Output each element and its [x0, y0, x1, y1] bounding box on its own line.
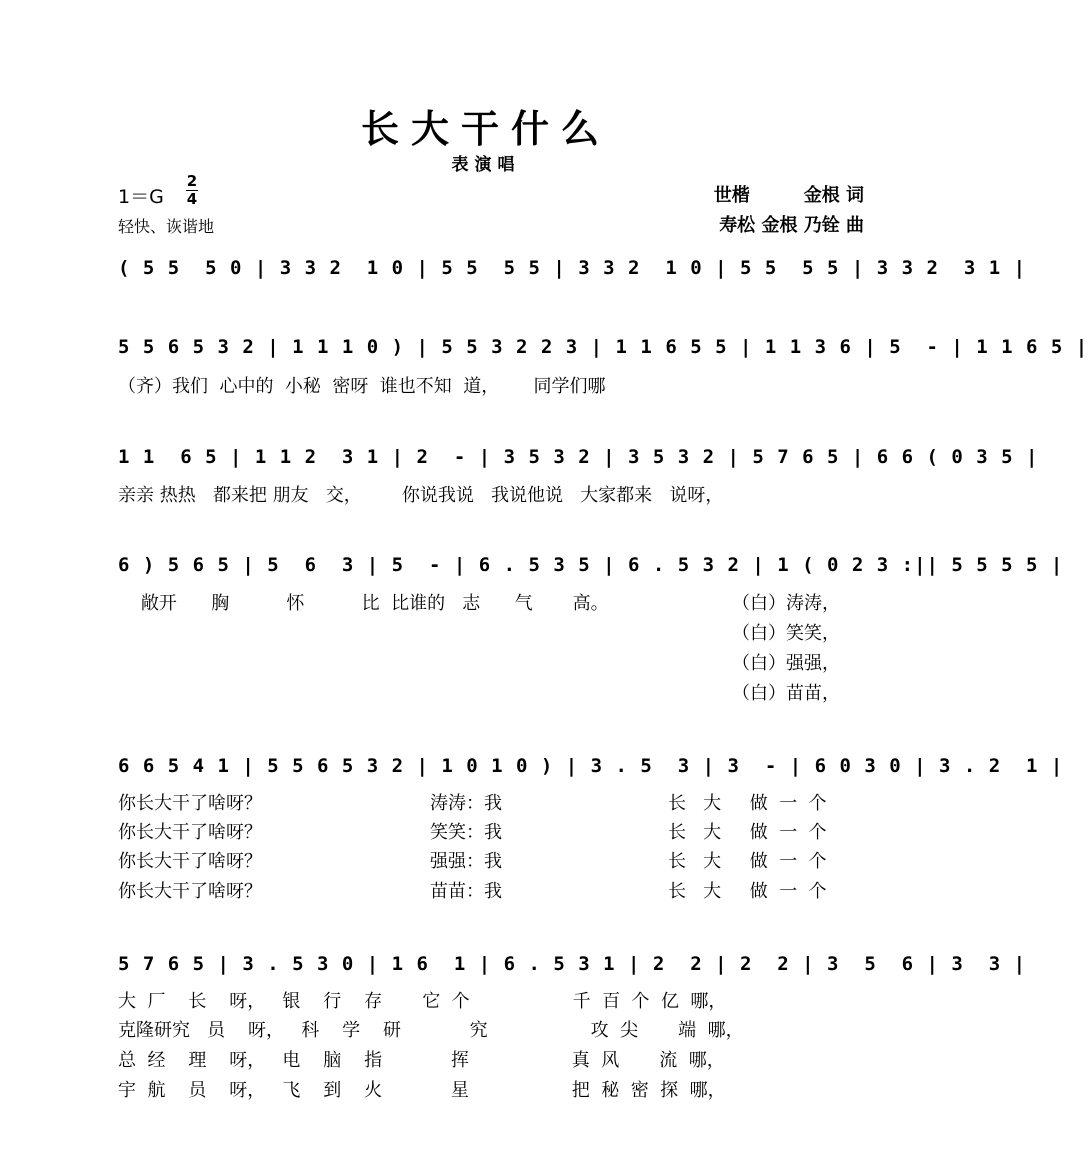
music-line-4: 6 ) 5 6 5 | 5 6 3 | 5 - | 6 . 5 3 5 | 6 . 5 3 2 | 1 ( 0 2 3 :|| 5 5 5 5 |: [118, 554, 1064, 576]
lyric-line-6-4: 宇 航 员 呀， 飞 到 火 星 把 秘 密 探 哪，: [118, 1080, 726, 1101]
lyric-line-5b-1: 涛涛：我: [430, 793, 502, 814]
spoken-line-4: （白）苗苗，: [732, 683, 840, 704]
lyric-line-5c-2: 长 大 做 一 个: [668, 822, 827, 843]
time-signature-bottom: 4: [186, 190, 198, 208]
lyric-line-5a-2: 你长大干了啥呀？: [118, 822, 262, 843]
song-subtitle: 表演唱: [451, 155, 521, 175]
lyric-line-2: （齐）我们 心中的 小秘 密呀 谁也不知 道， 同学们哪: [118, 376, 606, 397]
lyric-line-5b-3: 强强：我: [430, 851, 502, 872]
time-signature-top: 2: [186, 172, 198, 190]
lyric-line-5b-4: 苗苗：我: [430, 881, 502, 902]
lyric-line-4: 敞开 胸 怀 比 比谁的 志 气 高。: [118, 593, 609, 614]
music-line-2: 5 5 6 5 3 2 | 1 1 1 0 ) | 5 5 3 2 2 3 | 1 1 6 5 5 | 1 1 3 6 | 5 - | 1 1 6 5 |: [118, 336, 1088, 358]
lyricist-credit: 世楷 金根 词: [713, 185, 864, 206]
lyric-line-5a-3: 你长大干了啥呀？: [118, 851, 262, 872]
lyric-line-5a-4: 你长大干了啥呀？: [118, 881, 262, 902]
lyric-line-6-3: 总 经 理 呀， 电 脑 指 挥 真 风 流 哪，: [118, 1050, 725, 1071]
key-signature: 1＝G: [118, 186, 164, 208]
music-line-6: 5 7 6 5 | 3 . 5 3 0 | 1 6 1 | 6 . 5 3 1 | 2 2 | 2 2 | 3 5 6 | 3 3 |: [118, 953, 1027, 975]
tempo-marking: 轻快、诙谐地: [118, 217, 215, 236]
music-line-5: 6 6 5 4 1 | 5 5 6 5 3 2 | 1 0 1 0 ) | 3 . 5 3 | 3 - | 6 0 3 0 | 3 . 2 1 |: [118, 755, 1064, 777]
lyric-line-5c-4: 长 大 做 一 个: [668, 881, 827, 902]
lyric-line-5b-2: 笑笑：我: [430, 822, 502, 843]
spoken-line-2: （白）笑笑，: [732, 623, 840, 644]
lyric-line-6-1: 大 厂 长 呀， 银 行 存 它 个 千 百 个 亿 哪，: [118, 991, 727, 1012]
lyric-line-5c-1: 长 大 做 一 个: [668, 793, 827, 814]
song-title: 长大干什么: [360, 106, 611, 151]
spoken-line-1: （白）涛涛，: [732, 593, 840, 614]
lyric-line-3: 亲亲 热热 都来把 朋友 交， 你说我说 我说他说 大家都来 说呀，: [118, 485, 724, 506]
lyric-line-5a-1: 你长大干了啥呀？: [118, 793, 262, 814]
spoken-line-3: （白）强强，: [732, 653, 840, 674]
lyric-line-6-2: 克隆研究 员 呀， 科 学 研 究 攻 尖 端 哪，: [118, 1020, 744, 1041]
composer-credit: 寿松 金根 乃铨 曲: [719, 215, 864, 236]
lyric-line-5c-3: 长 大 做 一 个: [668, 851, 827, 872]
music-line-3: 1 1 6 5 | 1 1 2 3 1 | 2 - | 3 5 3 2 | 3 5 3 2 | 5 7 6 5 | 6 6 ( 0 3 5 |: [118, 446, 1039, 468]
time-signature: [186, 174, 198, 207]
music-line-1: ( 5 5 5 0 | 3 3 2 1 0 | 5 5 5 5 | 3 3 2 1 0 | 5 5 5 5 | 3 3 2 3 1 |: [118, 257, 1027, 279]
